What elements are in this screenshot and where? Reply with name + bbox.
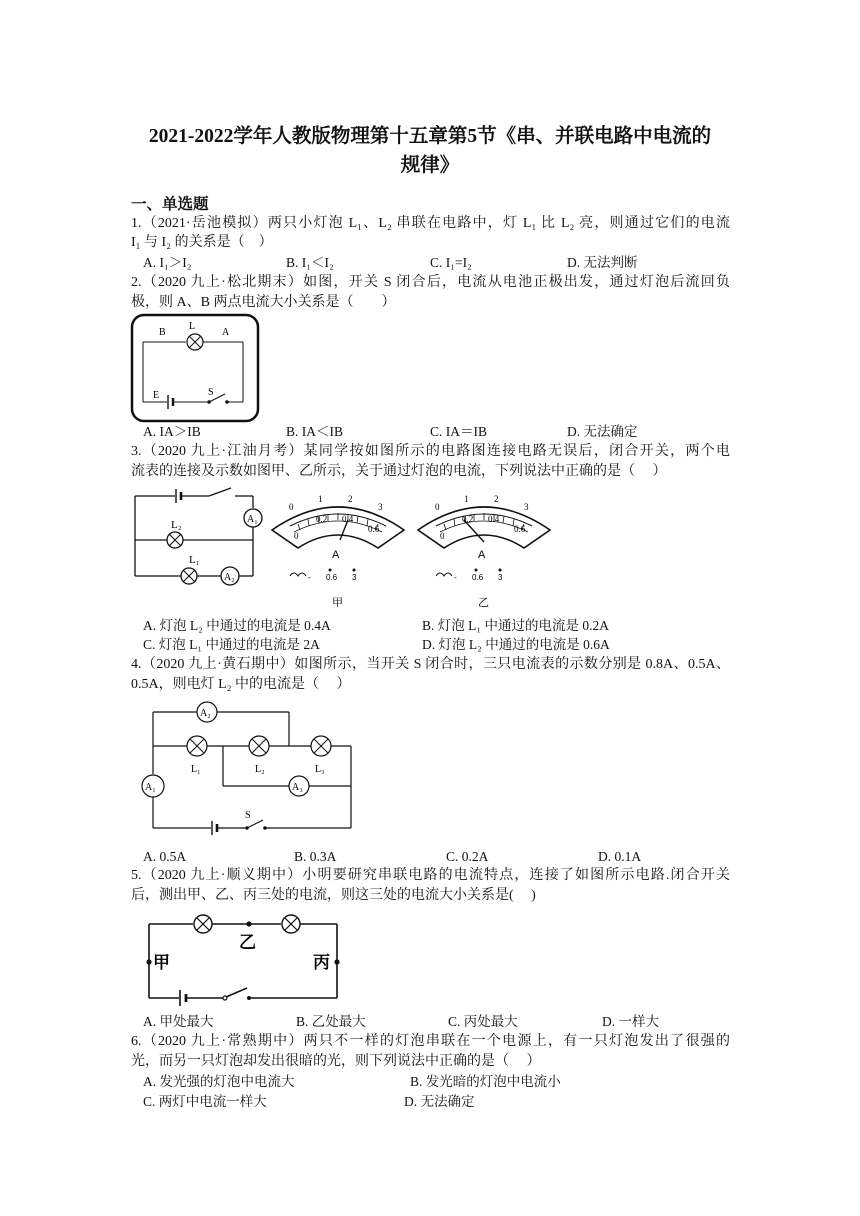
q6-option-c[interactable]: C. 两灯中电流一样大 — [143, 1094, 267, 1109]
q5-label-yi: 乙 — [239, 933, 256, 953]
q3-jia-scale-top-3: 3 — [378, 502, 383, 512]
q5-text-line-1: 5.（2020 九上·顺义期中）小明要研究串联电路的电流特点，连接了如图所示电路.闭合开关 — [131, 868, 730, 883]
q2-text-line-2: 极，则 A、B 两点电流大小关系是（ ） — [131, 295, 396, 310]
q3-jia-unit: A — [332, 549, 340, 561]
q3-label-yi: 乙 — [478, 596, 489, 609]
q2-label-a: A — [222, 327, 230, 338]
q2-option-a[interactable]: A. IA＞IB — [143, 424, 201, 439]
q5-text-line-2: 后，测出甲、乙、丙三处的电流，则这三处的电流大小关系是( ) — [131, 888, 536, 903]
q2-label-l: L — [189, 321, 196, 332]
q5-option-d[interactable]: D. 一样大 — [602, 1014, 659, 1029]
q3-text-line-2: 流表的连接及示数如图甲、乙所示，关于通过灯泡的电流，下列说法中正确的是（ ） — [131, 464, 667, 479]
q3-yi-scale-bottom-1: 0.2 — [462, 514, 474, 524]
q5-circuit-figure — [131, 910, 351, 1010]
q3-yi-scale-top-2: 2 — [494, 494, 499, 504]
q4-option-d[interactable]: D. 0.1A — [598, 849, 642, 864]
q2-option-c[interactable]: C. IA＝IB — [430, 424, 487, 439]
q6-option-a[interactable]: A. 发光强的灯泡中电流大 — [143, 1074, 295, 1089]
q2-option-d[interactable]: D. 无法确定 — [567, 424, 638, 439]
q1-text-line-2: I₁ 与 I₂ 的关系是（ ） — [131, 235, 273, 250]
q3-circuit-figure — [131, 488, 271, 588]
q1-option-c[interactable]: C. I₁=I₂ — [430, 255, 472, 270]
q4-label-l3: L₃ — [315, 764, 325, 775]
document-title — [110, 122, 750, 180]
q3-label-jia: 甲 — [332, 596, 343, 609]
q3-option-b[interactable]: B. 灯泡 L₁ 中通过的电流是 0.2A — [422, 618, 609, 633]
q3-label-l1: L₁ — [189, 554, 200, 566]
q3-yi-scale-top-3: 3 — [524, 502, 529, 512]
q3-option-c[interactable]: C. 灯泡 L₁ 中通过的电流是 2A — [143, 637, 320, 652]
q3-yi-terminal-06: 0.6 — [472, 573, 484, 582]
q3-yi-scale-bottom-0: 0 — [440, 531, 445, 541]
q1-option-b[interactable]: B. I₁＜I₂ — [286, 255, 334, 270]
q1-text-line-1: 1.（2021·岳池模拟）两只小灯泡 L₁、L₂ 串联在电路中，灯 L₁ 比 L₂ 亮，则通过它们的电流 — [131, 216, 730, 231]
q3-jia-terminal-3: 3 — [352, 573, 357, 582]
q3-yi-scale-bottom-2: 0.4 — [488, 514, 500, 524]
q3-jia-terminal-minus: - — [308, 573, 311, 582]
q2-circuit-figure — [131, 314, 259, 424]
q2-text-line-1: 2.（2020 九上·松北期末）如图，开关 S 闭合后，电流从电池正极出发，通过灯泡后流回负 — [131, 275, 730, 290]
q5-option-b[interactable]: B. 乙处最大 — [296, 1014, 366, 1029]
q6-option-d[interactable]: D. 无法确定 — [404, 1094, 475, 1109]
q2-label-s: S — [208, 387, 214, 398]
q3-meter-jia — [268, 490, 408, 612]
q3-yi-unit: A — [478, 549, 486, 561]
title-line-2: 规律》 — [400, 155, 460, 176]
q3-text-line-1: 3.（2020 九上·江油月考）某同学按如图所示的电路图连接电路无误后，闭合开关，两个电 — [131, 444, 730, 459]
q3-jia-scale-top-1: 1 — [318, 494, 323, 504]
q3-jia-scale-bottom-1: 0.2 — [316, 514, 328, 524]
q6-text-line-2: 光，而另一只灯泡却发出很暗的光，则下列说法中正确的是（ ） — [131, 1054, 541, 1069]
q4-circuit-figure — [131, 700, 361, 840]
q4-text-line-2: 0.5A，则电灯 L₂ 中的电流是（ ） — [131, 677, 351, 692]
q3-yi-terminal-minus: - — [454, 573, 457, 582]
q2-option-b[interactable]: B. IA＜IB — [286, 424, 343, 439]
q3-yi-scale-bottom-3: 0.6 — [514, 524, 526, 534]
q3-label-a2: A₂ — [224, 572, 235, 583]
q3-jia-scale-bottom-0: 0 — [294, 531, 299, 541]
q3-jia-scale-bottom-3: 0.6 — [368, 524, 380, 534]
q4-label-l1: L₁ — [191, 764, 201, 775]
q5-label-jia: 甲 — [153, 953, 170, 973]
q5-option-c[interactable]: C. 丙处最大 — [448, 1014, 518, 1029]
q3-option-a[interactable]: A. 灯泡 L₂ 中通过的电流是 0.4A — [143, 618, 331, 633]
section-heading: 一、单选题 — [131, 196, 209, 213]
q4-label-s: S — [245, 810, 251, 821]
q3-yi-scale-top-1: 1 — [464, 494, 469, 504]
q1-option-d[interactable]: D. 无法判断 — [567, 255, 638, 270]
q2-label-e: E — [153, 390, 160, 401]
q5-option-a[interactable]: A. 甲处最大 — [143, 1014, 214, 1029]
q4-label-l2: L₂ — [255, 764, 265, 775]
q3-jia-scale-top-0: 0 — [289, 502, 294, 512]
q3-option-d[interactable]: D. 灯泡 L₂ 中通过的电流是 0.6A — [422, 637, 610, 652]
q4-option-a[interactable]: A. 0.5A — [143, 849, 187, 864]
q4-label-a1: A₁ — [145, 782, 156, 793]
title-line-1: 2021-2022学年人教版物理第十五章第5节《串、并联电路中电流的 — [148, 126, 712, 147]
q3-label-a1: A₁ — [247, 514, 258, 525]
q2-label-b: B — [159, 327, 166, 338]
q3-jia-scale-bottom-2: 0.4 — [342, 514, 354, 524]
q3-jia-terminal-06: 0.6 — [326, 573, 338, 582]
q6-option-b[interactable]: B. 发光暗的灯泡中电流小 — [410, 1074, 561, 1089]
q4-label-a3: A₃ — [292, 782, 303, 793]
q3-meter-yi — [414, 490, 554, 612]
q6-text-line-1: 6.（2020 九上·常熟期中）两只不一样的灯泡串联在一个电源上，有一只灯泡发出了很强的 — [131, 1034, 730, 1049]
q5-label-bing: 丙 — [313, 953, 330, 973]
q3-yi-scale-top-0: 0 — [435, 502, 440, 512]
q3-jia-scale-top-2: 2 — [348, 494, 353, 504]
q4-label-a2: A₂ — [200, 708, 211, 719]
q4-option-b[interactable]: B. 0.3A — [294, 849, 337, 864]
q4-text-line-1: 4.（2020 九上·黄石期中）如图所示，当开关 S 闭合时，三只电流表的示数分别是 0.8A、0.5A、 — [131, 657, 730, 672]
q4-option-c[interactable]: C. 0.2A — [446, 849, 489, 864]
q1-option-a[interactable]: A. I₁＞I₂ — [143, 255, 192, 270]
q3-label-l2: L₂ — [171, 519, 182, 531]
q3-yi-terminal-3: 3 — [498, 573, 503, 582]
